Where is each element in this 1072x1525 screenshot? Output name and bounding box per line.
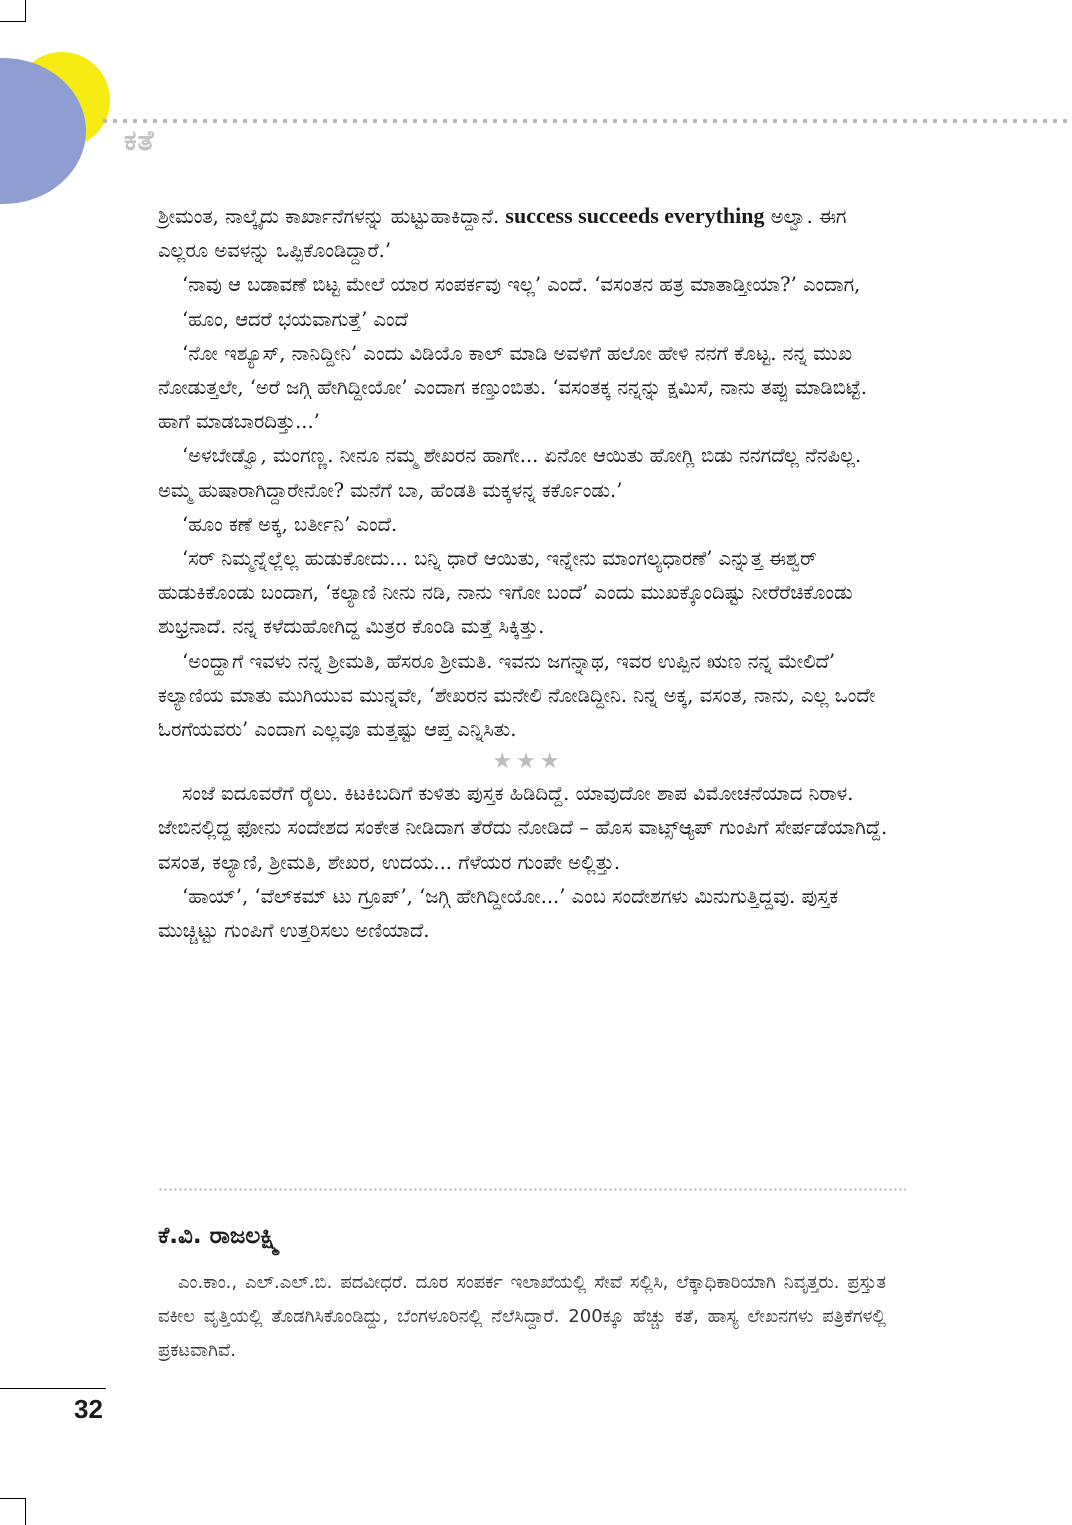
page-number: 32 bbox=[74, 1394, 103, 1424]
crop-mark-top-vertical bbox=[25, 0, 26, 22]
section-title: ಕತೆ bbox=[124, 124, 155, 157]
page-number-rule bbox=[0, 1388, 106, 1389]
story-paragraph: ‘ನಾವು ಆ ಬಡಾವಣೆ ಬಿಟ್ಟ ಮೇಲೆ ಯಾರ ಸಂಪರ್ಕವು ಇಲ್ಲ’ ಎಂದೆ. ‘ವಸಂತನ ಹತ್ರ ಮಾತಾಡ್ತೀಯಾ?’ ಎಂದಾಗ, bbox=[182, 273, 861, 297]
story-text: ಶ್ರೀಮಂತ, ನಾಲ್ಕೈದು ಕಾರ್ಖಾನೆಗಳನ್ನು ಹುಟ್ಟುಹಾಕಿದ್ದಾನೆ. bbox=[158, 205, 500, 228]
english-phrase: success succeeds everything bbox=[505, 203, 765, 228]
story-paragraph: ‘ಅಳಬೇಡ್ವೊ, ಮಂಗಣ್ಣ. ನೀನೂ ನಮ್ಮ ಶೇಖರನ ಹಾಗೇ... ಏನೋ ಆಯಿತು ಹೋಗ್ಲಿ ಬಿಡು ನನಗದೆಲ್ಲ ನೆನಪಿಲ್ಲ. ಅಮ್ಮ ಹುಷಾರಾಗಿದ್ದಾರೇನೋ? ಮನೆಗೆ ಬಾ, ಹೆಂಡತಿ ಮಕ್ಕಳನ್ನ ಕರ್ಕೊಂಡು.’ bbox=[158, 444, 862, 502]
story-body bbox=[158, 199, 898, 948]
author-bio: ಎಂ.ಕಾಂ., ಎಲ್.ಎಲ್.ಬಿ. ಪದವೀಧರೆ. ದೂರ ಸಂಪರ್ಕ ಇಲಾಖೆಯಲ್ಲಿ ಸೇವೆ ಸಲ್ಲಿಸಿ, ಲೆಕ್ಕಾಧಿಕಾರಿಯಾಗಿ ನಿವೃತ್ತರು. ಪ್ರಸ್ತುತ ವಕೀಲ ವೃತ್ತಿಯಲ್ಲಿ ತೊಡಗಿಸಿಕೊಂಡಿದ್ದು, ಬೆಂಗಳೂರಿನಲ್ಲಿ ನೆಲೆಸಿದ್ದಾರೆ. 200ಕ್ಕೂ ಹೆಚ್ಚು ಕತೆ, ಹಾಸ್ಯ ಲೇಖನಗಳು ಪತ್ರಿಕೆಗಳಲ್ಲಿ ಪ್ರಕಟವಾಗಿವೆ. bbox=[158, 1272, 886, 1361]
author-divider bbox=[158, 1188, 906, 1191]
story-paragraph: ‘ಸರ್ ನಿಮ್ಮನ್ನೆಲ್ಲೆಲ್ಲ ಹುಡುಕೋದು... ಬನ್ನಿ ಧಾರೆ ಆಯಿತು, ಇನ್ನೇನು ಮಾಂಗಲ್ಯಧಾರಣೆ’ ಎನ್ನುತ್ತ ಈಶ್ವರ್ ಹುಡುಕಿಕೊಂಡು ಬಂದಾಗ, ‘ಕಲ್ಯಾಣಿ ನೀನು ನಡಿ, ನಾನು ಇಗೋ ಬಂದೆ’ ಎಂದು ಮುಖಕ್ಕೊಂದಿಷ್ಟು ನೀರೆರೆಚಿಕೊಂಡು ಶುಭ್ರನಾದೆ. ನನ್ನ ಕಳೆದುಹೋಗಿದ್ದ ಮಿತ್ರರ ಕೊಂಡಿ ಮತ್ತೆ ಸಿಕ್ಕಿತ್ತು. bbox=[158, 547, 853, 639]
crop-mark-bottom-horizontal bbox=[0, 1498, 26, 1499]
story-paragraph bbox=[158, 199, 898, 268]
story-paragraph: ‘ಅಂದ್ಹಾಗೆ ಇವಳು ನನ್ನ ಶ್ರೀಮತಿ, ಹೆಸರೂ ಶ್ರೀಮತಿ. ಇವನು ಜಗನ್ನಾಥ, ಇವರ ಉಪ್ಪಿನ ಋಣ ನನ್ನ ಮೇಲಿದೆ’ ಕಲ್ಯಾಣಿಯ ಮಾತು ಮುಗಿಯುವ ಮುನ್ನವೇ, ‘ಶೇಖರನ ಮನೇಲಿ ನೋಡಿದ್ದೀನಿ. ನಿನ್ನ ಅಕ್ಕ, ವಸಂತ, ನಾನು, ಎಲ್ಲ ಒಂದೇ ಓರಗೆಯವರು’ ಎಂದಾಗ ಎಲ್ಲವೂ ಮತ್ತಷ್ಟು ಆಪ್ತ ಎನ್ನಿಸಿತು. bbox=[158, 649, 876, 742]
story-text: ಅಲ್ವಾ. ಈಗ ಎಲ್ಲರೂ ಅವಳನ್ನು ಒಪ್ಪಿಕೊಂಡಿದ್ದಾರೆ.’ bbox=[158, 205, 847, 263]
story-paragraph: ಸಂಜೆ ಐದೂವರೆಗೆ ರೈಲು. ಕಿಟಕಿಬದಿಗೆ ಕುಳಿತು ಪುಸ್ತಕ ಹಿಡಿದಿದ್ದೆ. ಯಾವುದೋ ಶಾಪ ವಿಮೋಚನೆಯಾದ ನಿರಾಳ. ಜೇಬಿನಲ್ಲಿದ್ದ ಫೋನು ಸಂದೇಶದ ಸಂಕೇತ ನೀಡಿದಾಗ ತೆರೆದು ನೋಡಿದೆ – ಹೊಸ ವಾಟ್ಸ್ಆ್ಯಪ್ ಗುಂಪಿಗೆ ಸೇರ್ಪಡೆಯಾಗಿದ್ದೆ. ವಸಂತ, ಕಲ್ಯಾಣಿ, ಶ್ರೀಮತಿ, ಶೇಖರ, ಉದಯ... ಗೆಳೆಯರ ಗುಂಪೇ ಅಲ್ಲಿತ್ತು. bbox=[158, 782, 888, 874]
story-paragraph: ‘ನೋ ಇಶ್ಯೂಸ್, ನಾನಿದ್ದೀನಿ’ ಎಂದು ವಿಡಿಯೊ ಕಾಲ್ ಮಾಡಿ ಅವಳಿಗೆ ಹಲೋ ಹೇಳಿ ನನಗೆ ಕೊಟ್ಟ. ನನ್ನ ಮುಖ ನೋಡುತ್ತಲೇ, ‘ಅರೆ ಜಗ್ಗಿ ಹೇಗಿದ್ದೀಯೋ’ ಎಂದಾಗ ಕಣ್ತುಂಬಿತು. ‘ವಸಂತಕ್ಕ ನನ್ನನ್ನು ಕ್ಷಮಿಸೆ, ನಾನು ತಪ್ಪು ಮಾಡಿಬಿಟ್ಟೆ. ಹಾಗೆ ಮಾಡಬಾರದಿತ್ತು...’ bbox=[158, 341, 867, 434]
author-name: ಕೆ.ವಿ. ರಾಜಲಕ್ಷ್ಮಿ bbox=[158, 1223, 280, 1249]
scene-separator: ★★★ bbox=[492, 749, 564, 775]
story-paragraph: ‘ಹಾಯ್’, ‘ವೆಲ್‌ಕಮ್ ಟು ಗ್ರೂಪ್’, ‘ಜಗ್ಗಿ ಹೇಗಿದ್ದೀಯೋ...’ ಎಂಬ ಸಂದೇಶಗಳು ಮಿನುಗುತ್ತಿದ್ದವು. ಪುಸ್ತಕ ಮುಚ್ಚಿಟ್ಟು ಗುಂಪಿಗೆ ಉತ್ತರಿಸಲು ಅಣಿಯಾದೆ. bbox=[158, 884, 839, 943]
story-paragraph: ‘ಹೂಂ ಕಣೆ ಅಕ್ಕ, ಬರ್ತೀನಿ’ ಎಂದೆ. bbox=[182, 512, 398, 536]
crop-mark-bottom-vertical bbox=[25, 1498, 26, 1525]
story-paragraph: ‘ಹೂಂ, ಆದರೆ ಭಯವಾಗುತ್ತೆ’ ಎಂದೆ bbox=[182, 307, 409, 331]
header-dotted-line bbox=[100, 118, 1072, 124]
crop-mark-top-horizontal bbox=[0, 21, 26, 22]
